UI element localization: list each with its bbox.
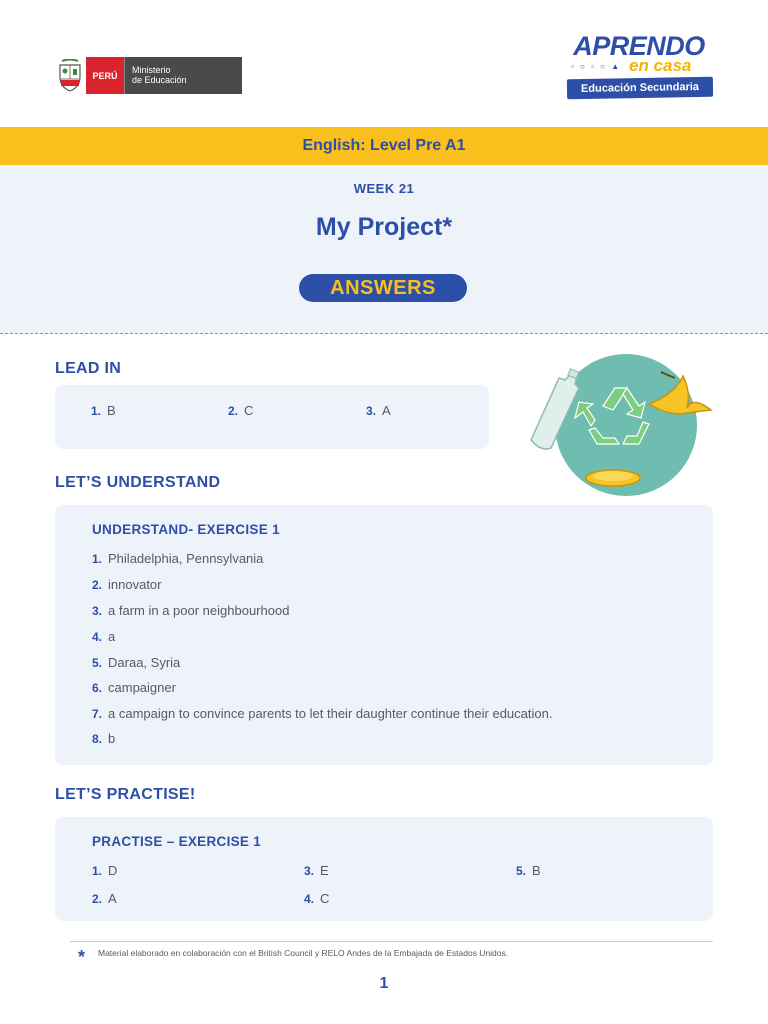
list-item (92, 679, 176, 697)
footnote-marker: * (78, 947, 86, 967)
ministry-line-1: Ministerio (132, 65, 171, 75)
item-number: 4. (92, 630, 103, 644)
list-item (92, 705, 552, 723)
item-answer: Daraa, Syria (108, 655, 181, 670)
course-bar: English: Level Pre A1 (0, 127, 768, 165)
answers-badge: ANSWERS (299, 274, 467, 302)
list-item (304, 890, 329, 908)
item-number: 2. (228, 404, 239, 418)
list-item (92, 654, 180, 672)
item-answer: C (320, 891, 330, 906)
page-header (0, 0, 768, 127)
item-answer: A (108, 891, 117, 906)
recycling-illustration (515, 348, 715, 498)
understand-heading: LET’S UNDERSTAND (55, 474, 221, 491)
practise-box (55, 817, 713, 921)
list-item (92, 862, 117, 880)
item-number: 7. (92, 707, 103, 721)
list-item (91, 402, 116, 420)
list-item (92, 602, 289, 620)
practise-exercise-title: PRACTISE – EXERCISE 1 (92, 834, 262, 849)
item-number: 4. (304, 892, 315, 906)
footer-divider (70, 941, 713, 942)
brand-band: Educación Secundaria (567, 77, 713, 100)
item-answer: B (107, 403, 116, 418)
footnote-text: Material elaborado en colaboración con el British Council y RELO Andes de la Embajada de Estados Unidos. (98, 948, 509, 958)
item-answer: Philadelphia, Pennsylvania (108, 551, 264, 566)
food-can-lid-icon (586, 470, 640, 486)
item-answer: a (108, 629, 116, 644)
item-answer: innovator (108, 577, 162, 592)
list-item (304, 862, 329, 880)
ministry-line-2: de Educación (132, 75, 187, 85)
list-item (92, 576, 162, 594)
minedu-logo (54, 57, 242, 94)
page-title: My Project* (315, 213, 453, 241)
list-item (366, 402, 391, 420)
ministry-label (124, 57, 242, 94)
list-item (516, 862, 541, 880)
item-number: 5. (92, 656, 103, 670)
item-answer: E (320, 863, 329, 878)
item-answer: D (108, 863, 118, 878)
brand-subtitle: en casa (629, 56, 692, 75)
practise-heading: LET’S PRACTISE! (55, 786, 196, 803)
title-section (0, 165, 768, 334)
item-number: 2. (92, 578, 103, 592)
item-answer: campaigner (108, 680, 176, 695)
lead-in-box (55, 385, 489, 449)
list-item (92, 628, 115, 646)
item-answer: B (532, 863, 541, 878)
list-item (228, 402, 253, 420)
item-number: 5. (516, 864, 527, 878)
item-number: 8. (92, 732, 103, 746)
item-number: 3. (366, 404, 377, 418)
item-answer: a campaign to convince parents to let their daughter continue their education. (108, 706, 553, 721)
week-label: WEEK 21 (353, 181, 415, 196)
understand-exercise-title: UNDERSTAND- EXERCISE 1 (92, 522, 280, 537)
coat-of-arms-icon (54, 57, 86, 94)
brand-title: APRENDO (573, 31, 705, 61)
understand-box (55, 505, 713, 765)
item-number: 3. (92, 604, 103, 618)
item-number: 2. (92, 892, 103, 906)
item-number: 3. (304, 864, 315, 878)
item-number: 1. (92, 864, 103, 878)
item-number: 6. (92, 681, 103, 695)
list-item (92, 550, 263, 568)
item-number: 1. (92, 552, 103, 566)
item-number: 1. (91, 404, 102, 418)
peru-label: PERÚ (86, 57, 124, 94)
lead-in-heading: LEAD IN (55, 360, 122, 377)
aprendo-en-casa-logo (563, 32, 715, 102)
page-number: 1 (379, 975, 389, 992)
list-item (92, 730, 115, 748)
item-answer: C (244, 403, 254, 418)
item-answer: b (108, 731, 116, 746)
list-item (92, 890, 117, 908)
item-answer: A (382, 403, 391, 418)
item-answer: a farm in a poor neighbourhood (108, 603, 290, 618)
brand-shapes-icon: ▫ ○ ▫ ○ ▲ (571, 62, 622, 71)
